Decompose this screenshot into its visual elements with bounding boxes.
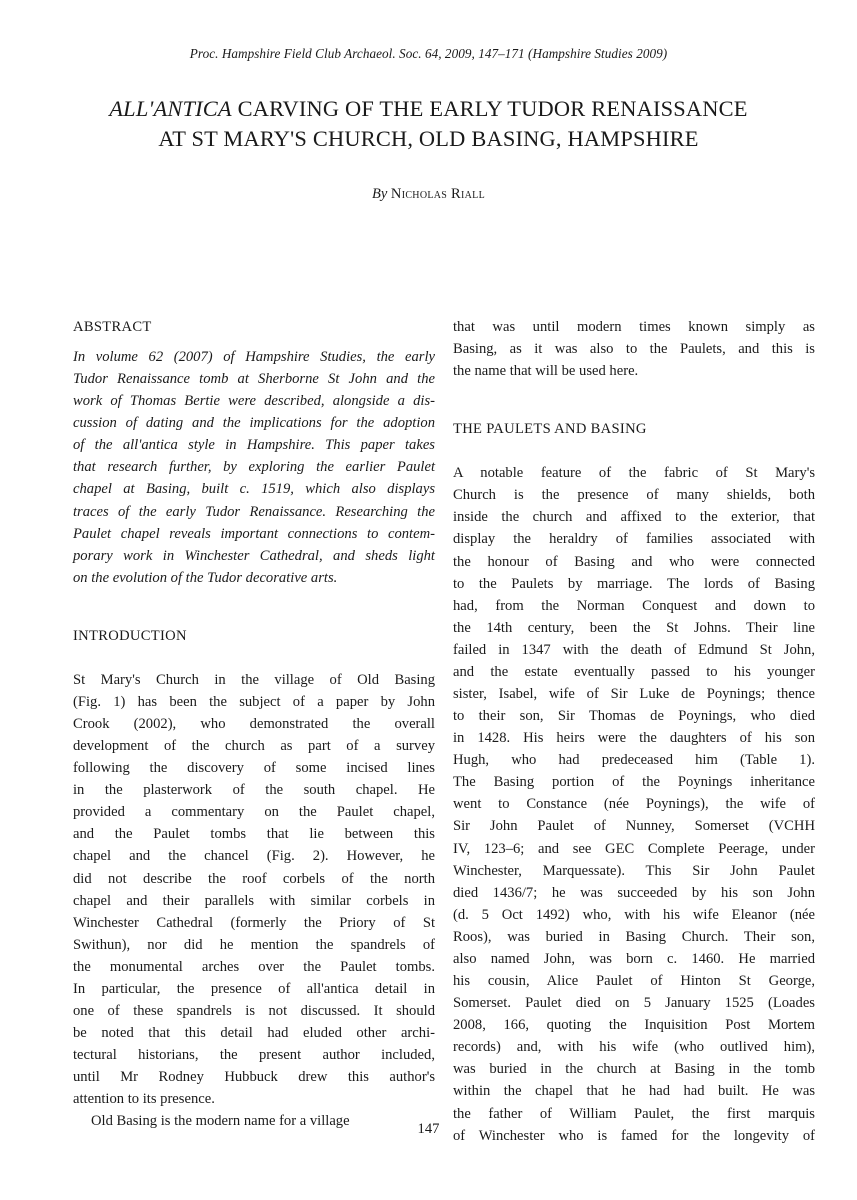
- text-line: failed in 1347 with the death of Edmund St John,: [453, 641, 815, 658]
- byline-by: By: [372, 186, 388, 202]
- text-line: Old Basing is the modern name for a village: [91, 1113, 350, 1130]
- text-line: following the discovery of some incised lines: [73, 760, 435, 777]
- paulets-body: [453, 462, 815, 1146]
- article-title: [60, 94, 797, 154]
- text-line: chapel and the chancel (Fig. 2). However, he: [73, 848, 435, 865]
- text-line: died 1436/7; he was succeeded by his son John: [453, 884, 815, 901]
- text-line: Sir John Paulet of Nunney, Somerset (VCHH: [453, 818, 815, 835]
- text-line: development of the church as part of a survey: [73, 738, 435, 755]
- text-line: records) and, with his wife (who outlived him),: [453, 1039, 815, 1056]
- paulets-heading: THE PAULETS AND BASING: [453, 421, 647, 438]
- continued-paragraph: [453, 316, 815, 382]
- text-line: provided a commentary on the Paulet chapel,: [73, 804, 435, 821]
- text-line: Crook (2002), who demonstrated the overall: [73, 716, 435, 733]
- text-line: Winchester, Marquessate). This Sir John Paulet: [453, 862, 815, 879]
- text-line: his cousin, Alice Paulet of Hinton St George,: [453, 973, 815, 990]
- text-line: porary work in Winchester Cathedral, and sheds light: [73, 547, 435, 564]
- right-column: [453, 316, 815, 1147]
- text-line: St Mary's Church in the village of Old Basing: [73, 671, 435, 688]
- text-line: on the evolution of the Tudor decorative arts.: [73, 569, 338, 586]
- journal-reference: Proc. Hampshire Field Club Archaeol. Soc. 64, 2009, 147–171 (Hampshire Studies 2009): [189, 46, 668, 61]
- text-line: traces of the early Tudor Renaissance. Researching the: [73, 503, 435, 520]
- text-line: Tudor Renaissance tomb at Sherborne St John and the: [73, 371, 435, 388]
- introduction-heading: INTRODUCTION: [73, 627, 187, 644]
- text-line: and the estate eventually passed to his younger: [453, 663, 815, 680]
- abstract-body: [73, 346, 435, 589]
- title-line-2: AT ST MARY'S CHURCH, OLD BASING, HAMPSHIRE: [158, 126, 699, 151]
- text-line: 2008, 166, quoting the Inquisition Post Mortem: [453, 1017, 815, 1034]
- text-line: Hugh, who had predeceased him (Table 1).: [453, 752, 815, 769]
- text-line: Winchester Cathedral (formerly the Priory of St: [73, 914, 435, 931]
- text-line: sister, Isabel, wife of Sir Luke de Poynings; thence: [453, 686, 815, 703]
- text-line: that was until modern times known simply as: [453, 319, 815, 335]
- text-line: IV, 123–6; and see GEC Complete Peerage, under: [453, 840, 815, 857]
- text-line: the name that will be used here.: [453, 363, 639, 380]
- text-line: the 14th century, been the St Johns. Their line: [453, 619, 815, 636]
- text-line: of Winchester who is famed for the longevity of: [453, 1127, 815, 1144]
- text-line: Basing, as it was also to the Paulets, and this is: [453, 341, 815, 358]
- text-line: to their son, Sir Thomas de Poynings, who died: [453, 708, 815, 725]
- text-line: attention to its presence.: [73, 1091, 215, 1108]
- text-line: within the chapel that he had had built. He was: [453, 1083, 815, 1100]
- text-line: in the plasterwork of the south chapel. He: [73, 782, 435, 799]
- byline: [0, 186, 857, 203]
- text-line: of the all'antica style in Hampshire. This paper takes: [73, 437, 435, 454]
- text-line: went to Constance (née Poynings), the wife of: [453, 796, 815, 813]
- author-name: Nicholas Riall: [390, 186, 485, 202]
- text-line: cussion of dating and the implications for the adoption: [73, 415, 435, 432]
- text-line: A notable feature of the fabric of St Mary's: [453, 465, 815, 482]
- text-line: and the Paulet tombs that lie between this: [73, 826, 435, 843]
- text-line: was buried in the church at Basing in the tomb: [453, 1061, 815, 1078]
- title-line-1-rest: CARVING OF THE EARLY TUDOR RENAISSANCE: [231, 96, 748, 121]
- text-line: also named John, was born c. 1460. He married: [453, 950, 815, 967]
- title-italic-term: ALL'ANTICA: [109, 96, 232, 121]
- text-line: had, from the Norman Conquest and down to: [453, 597, 815, 614]
- text-line: the honour of Basing and who were connected: [453, 553, 815, 570]
- text-line: Roos), was buried in Basing Church. Their son,: [453, 928, 815, 945]
- introduction-body: [73, 669, 435, 1111]
- text-line: one of these spandrels is not discussed. It should: [73, 1003, 435, 1020]
- text-line: did not describe the roof corbels of the north: [73, 870, 435, 887]
- text-line: (d. 5 Oct 1492) who, with his wife Eleanor (née: [453, 906, 815, 923]
- text-line: Church is the presence of many shields, both: [453, 487, 815, 504]
- text-line: In particular, the presence of all'antica detail in: [73, 980, 435, 997]
- text-line: Swithun), nor did he mention the spandrels of: [73, 936, 435, 953]
- abstract-heading: ABSTRACT: [73, 319, 152, 335]
- text-line: (Fig. 1) has been the subject of a paper by John: [73, 693, 435, 710]
- page-number: 147: [417, 1121, 440, 1137]
- text-line: the father of William Paulet, the first marquis: [453, 1105, 815, 1122]
- text-line: be noted that this detail had eluded other archi-: [73, 1025, 435, 1042]
- text-line: work of Thomas Bertie were described, alongside a dis-: [73, 393, 435, 410]
- text-line: tectural historians, the present author included,: [73, 1047, 435, 1064]
- text-line: In volume 62 (2007) of Hampshire Studies, the early: [73, 349, 435, 365]
- text-line: chapel at Basing, built c. 1519, which also displays: [73, 481, 435, 498]
- text-line: inside the church and affixed to the exterior, that: [453, 509, 815, 526]
- text-line: in 1428. His heirs were the daughters of his son: [453, 730, 815, 747]
- text-line: that research further, by exploring the earlier Paulet: [73, 459, 435, 476]
- text-line: chapel and their parallels with similar corbels in: [73, 892, 435, 909]
- text-line: The Basing portion of the Poynings inheritance: [453, 774, 815, 791]
- left-column: [73, 316, 435, 1133]
- text-line: display the heraldry of families associated with: [453, 531, 815, 548]
- text-line: the monumental arches over the Paulet tombs.: [73, 958, 435, 975]
- text-line: Paulet chapel reveals important connections to contem-: [73, 525, 435, 542]
- text-line: to the Paulets by marriage. The lords of Basing: [453, 575, 815, 592]
- text-line: until Mr Rodney Hubbuck drew this author's: [73, 1069, 435, 1086]
- title-line-1: [60, 94, 797, 124]
- text-line: Somerset. Paulet died on 5 January 1525 (Loades: [453, 995, 815, 1012]
